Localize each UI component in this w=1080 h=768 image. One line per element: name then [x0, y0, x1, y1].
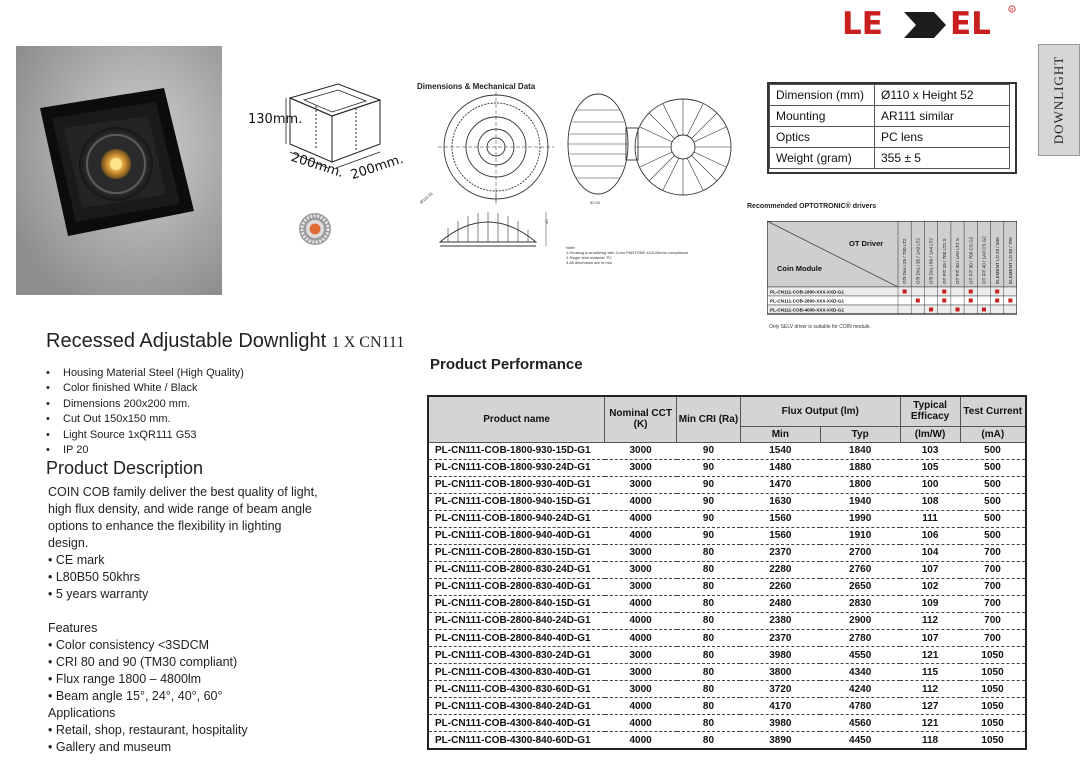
svg-text:40: 40 — [544, 219, 549, 224]
spec-row — [770, 106, 1010, 127]
cct-cell: 3000 — [605, 544, 677, 561]
performance-table — [427, 395, 1027, 750]
table-row — [428, 698, 1026, 715]
efficacy-cell: 105 — [900, 459, 960, 476]
feature-bullet: • Housing Material Steel (High Quality) — [46, 366, 244, 381]
driver-column-label: OTi DALI 50 / 1A4 LT2 — [928, 238, 934, 284]
product-name-cell: PL-CN111-COB-4300-840-40D-G1 — [428, 715, 605, 732]
current-cell: 500 — [960, 442, 1026, 459]
flux-min-cell: 2480 — [740, 595, 820, 612]
efficacy-cell: 118 — [900, 732, 960, 749]
driver-compatible-mark — [995, 299, 999, 303]
flux-typ-cell: 1990 — [820, 510, 900, 527]
spec-table — [769, 84, 1010, 169]
product-name-cell: PL-CN111-COB-2800-840-24D-G1 — [428, 612, 605, 629]
driver-row-name: PL-CN111-COB-2800-XXX-XXD-G1 — [770, 298, 845, 304]
cct-cell: 4000 — [605, 732, 677, 749]
product-name-cell: PL-CN111-COB-1800-930-40D-G1 — [428, 476, 605, 493]
flux-min-cell: 3800 — [740, 664, 820, 681]
efficacy-cell: 111 — [900, 510, 960, 527]
cct-cell: 3000 — [605, 561, 677, 578]
product-photo — [16, 46, 222, 295]
product-description-text: COIN COB family deliver the best quality of light, high flux density, and wide range of beam angle options to enhance the flexibility in lighting design. — [48, 485, 318, 550]
svg-text:52.00: 52.00 — [590, 200, 601, 205]
flux-min-cell: 2260 — [740, 578, 820, 595]
driver-compatible-mark — [969, 299, 973, 303]
product-description — [48, 484, 318, 756]
flux-typ-cell: 2700 — [820, 544, 900, 561]
coin-module-thumbnail — [298, 212, 332, 246]
current-cell: 700 — [960, 561, 1026, 578]
driver-compatible-mark — [956, 308, 960, 312]
feature-bullet: • Cut Out 150x150 mm. — [46, 412, 244, 427]
cri-cell: 80 — [677, 732, 741, 749]
category-tab-label: DOWNLIGHT — [1051, 55, 1066, 145]
header-current-unit: (mA) — [960, 426, 1026, 442]
driver-compatible-mark — [995, 290, 999, 294]
current-cell: 1050 — [960, 664, 1026, 681]
feature-item: • Flux range 1800 – 4800lm — [48, 671, 318, 688]
efficacy-cell: 100 — [900, 476, 960, 493]
applications-heading: Applications — [48, 706, 116, 720]
product-name-cell: PL-CN111-COB-1800-930-15D-G1 — [428, 442, 605, 459]
table-row — [428, 544, 1026, 561]
flux-min-cell: 2380 — [740, 612, 820, 629]
product-title-main: Recessed Adjustable Downlight — [46, 330, 332, 352]
cct-cell: 3000 — [605, 442, 677, 459]
current-cell: 1050 — [960, 698, 1026, 715]
feature-item: • CRI 80 and 90 (TM30 compliant) — [48, 654, 318, 671]
mechanical-data-title: Dimensions & Mechanical Data — [417, 82, 536, 91]
svg-text:R: R — [1010, 7, 1014, 12]
header-flux-min: Min — [740, 426, 820, 442]
current-cell: 1050 — [960, 715, 1026, 732]
product-name-cell: PL-CN111-COB-4300-840-24D-G1 — [428, 698, 605, 715]
application-item: • Retail, shop, restaurant, hospitality — [48, 722, 318, 739]
table-row — [428, 578, 1026, 595]
efficacy-cell: 121 — [900, 715, 960, 732]
flux-min-cell: 1560 — [740, 527, 820, 544]
cct-cell: 3000 — [605, 664, 677, 681]
current-cell: 700 — [960, 578, 1026, 595]
spec-key: Mounting — [770, 106, 875, 127]
cri-cell: 80 — [677, 630, 741, 647]
description-point: • 5 years warranty — [48, 586, 318, 603]
flux-typ-cell: 2650 — [820, 578, 900, 595]
driver-compatible-mark — [903, 290, 907, 294]
flux-min-cell: 1560 — [740, 510, 820, 527]
flux-typ-cell: 1910 — [820, 527, 900, 544]
cri-cell: 80 — [677, 715, 741, 732]
flux-min-cell: 3890 — [740, 732, 820, 749]
table-row — [428, 510, 1026, 527]
svg-text:EL: EL — [950, 6, 991, 40]
driver-corner-bottom: Coin Module — [777, 264, 822, 273]
efficacy-cell: 102 — [900, 578, 960, 595]
product-name-cell: PL-CN111-COB-4300-830-40D-G1 — [428, 664, 605, 681]
cri-cell: 80 — [677, 647, 741, 664]
table-row — [428, 527, 1026, 544]
driver-compatible-mark — [916, 299, 920, 303]
flux-min-cell: 1630 — [740, 493, 820, 510]
cri-cell: 80 — [677, 612, 741, 629]
cct-cell: 3000 — [605, 578, 677, 595]
category-tab — [1038, 44, 1080, 156]
applications-list — [48, 722, 318, 756]
cri-cell: 80 — [677, 595, 741, 612]
flux-min-cell: 2280 — [740, 561, 820, 578]
flux-min-cell: 3980 — [740, 715, 820, 732]
flux-typ-cell: 2900 — [820, 612, 900, 629]
table-row — [428, 476, 1026, 493]
feature-bullet: • Color finished White / Black — [46, 381, 244, 396]
flux-typ-cell: 1840 — [820, 442, 900, 459]
feature-item: • Color consistency <3SDCM — [48, 637, 318, 654]
product-name-cell: PL-CN111-COB-2800-840-15D-G1 — [428, 595, 605, 612]
table-row — [428, 442, 1026, 459]
cct-cell: 4000 — [605, 630, 677, 647]
flux-typ-cell: 4560 — [820, 715, 900, 732]
description-points — [48, 552, 318, 603]
efficacy-cell: 107 — [900, 630, 960, 647]
features-heading: Features — [48, 621, 98, 635]
product-name-cell: PL-CN111-COB-1800-940-15D-G1 — [428, 493, 605, 510]
header-flux: Flux Output (lm) — [740, 396, 900, 426]
efficacy-cell: 107 — [900, 561, 960, 578]
cct-cell: 3000 — [605, 476, 677, 493]
spec-value: Ø110 x Height 52 — [875, 85, 1010, 106]
table-row — [428, 612, 1026, 629]
mechanical-note: Note: 1.Housing is anodizing with Color PANTONE 442U/Items compliance 2.Single lens material: PC 3.All dimension are in mm — [566, 245, 689, 265]
features-list — [48, 637, 318, 705]
cct-cell: 4000 — [605, 612, 677, 629]
flux-min-cell: 1480 — [740, 459, 820, 476]
driver-header-bg — [767, 221, 1017, 287]
table-row — [428, 664, 1026, 681]
brand-logo-icon — [842, 4, 1022, 40]
driver-column-label: OTi DALI 35 / 1A0 LT2 — [915, 238, 921, 284]
flux-typ-cell: 2780 — [820, 630, 900, 647]
flux-min-cell: 1470 — [740, 476, 820, 493]
spec-key: Dimension (mm) — [770, 85, 875, 106]
cri-cell: 90 — [677, 510, 741, 527]
table-row — [428, 630, 1026, 647]
efficacy-cell: 108 — [900, 493, 960, 510]
driver-compatible-mark — [982, 308, 986, 312]
product-name-cell: PL-CN111-COB-1800-940-40D-G1 — [428, 527, 605, 544]
flux-min-cell: 2370 — [740, 630, 820, 647]
product-name-cell: PL-CN111-COB-4300-840-60D-G1 — [428, 732, 605, 749]
product-name-cell: PL-CN111-COB-1800-940-24D-G1 — [428, 510, 605, 527]
feature-item: • Beam angle 15°, 24°, 40°, 60° — [48, 688, 318, 705]
cri-cell: 90 — [677, 442, 741, 459]
product-name-cell: PL-CN111-COB-2800-830-15D-G1 — [428, 544, 605, 561]
current-cell: 1050 — [960, 647, 1026, 664]
brand-logo — [842, 4, 1022, 40]
cri-cell: 80 — [677, 578, 741, 595]
driver-column-label: OT FIT 40 / 1A0 CS G2 — [981, 236, 987, 284]
cri-cell: 80 — [677, 664, 741, 681]
flux-typ-cell: 1800 — [820, 476, 900, 493]
header-efficacy-unit: (lm/W) — [900, 426, 960, 442]
efficacy-cell: 112 — [900, 612, 960, 629]
current-cell: 500 — [960, 510, 1026, 527]
table-row — [428, 681, 1026, 698]
product-name-cell: PL-CN111-COB-4300-830-60D-G1 — [428, 681, 605, 698]
efficacy-cell: 106 — [900, 527, 960, 544]
spec-row — [770, 127, 1010, 148]
table-row — [428, 715, 1026, 732]
efficacy-cell: 115 — [900, 664, 960, 681]
efficacy-cell: 112 — [900, 681, 960, 698]
driver-compatible-mark — [969, 290, 973, 294]
current-cell: 500 — [960, 527, 1026, 544]
header-current: Test Current — [960, 396, 1026, 426]
flux-typ-cell: 1940 — [820, 493, 900, 510]
flux-min-cell: 3720 — [740, 681, 820, 698]
flux-min-cell: 1540 — [740, 442, 820, 459]
spec-key: Optics — [770, 127, 875, 148]
flux-min-cell: 3980 — [740, 647, 820, 664]
driver-compatibility-table — [767, 221, 1017, 318]
feature-bullet: • Dimensions 200x200 mm. — [46, 397, 244, 412]
driver-corner-top: OT Driver — [849, 239, 884, 248]
spec-row — [770, 85, 1010, 106]
cri-cell: 80 — [677, 681, 741, 698]
cct-cell: 3000 — [605, 681, 677, 698]
cct-cell: 4000 — [605, 698, 677, 715]
product-name-cell: PL-CN111-COB-2800-840-40D-G1 — [428, 630, 605, 647]
product-description-heading: Product Description — [46, 458, 204, 478]
current-cell: 700 — [960, 630, 1026, 647]
cct-cell: 4000 — [605, 595, 677, 612]
cri-cell: 90 — [677, 527, 741, 544]
current-cell: 500 — [960, 493, 1026, 510]
driver-compatible-mark — [929, 308, 933, 312]
spec-key: Weight (gram) — [770, 148, 875, 169]
product-name-cell: PL-CN111-COB-2800-830-24D-G1 — [428, 561, 605, 578]
feature-bullet: • IP 20 — [46, 443, 244, 458]
efficacy-cell: 104 — [900, 544, 960, 561]
product-title-model: 1 X CN111 — [331, 334, 405, 351]
spec-value: AR111 similar — [875, 106, 1010, 127]
cri-cell: 90 — [677, 476, 741, 493]
application-item: • Gallery and museum — [48, 739, 318, 756]
width-dimension-label-right: 200mm. — [349, 151, 406, 184]
cct-cell: 4000 — [605, 510, 677, 527]
product-name-cell: PL-CN111-COB-4300-830-24D-G1 — [428, 647, 605, 664]
cri-cell: 80 — [677, 544, 741, 561]
driver-column-label: ELEMENT LD 30 / 700 — [1007, 237, 1013, 284]
table-row — [428, 493, 1026, 510]
feature-bullets — [46, 366, 244, 458]
product-name-cell: PL-CN111-COB-2800-830-40D-G1 — [428, 578, 605, 595]
driver-table-title: Recommended OPTOTRONIC® drivers — [747, 203, 877, 210]
cct-cell: 4000 — [605, 493, 677, 510]
efficacy-cell: 109 — [900, 595, 960, 612]
cct-cell: 4000 — [605, 527, 677, 544]
svg-text:Ø110.00: Ø110.00 — [418, 191, 434, 205]
width-dimension-label-left: 200mm. — [289, 149, 346, 182]
driver-column-label: OTi DALI 25 / 700 LT2 — [902, 238, 908, 284]
efficacy-cell: 127 — [900, 698, 960, 715]
spec-value: PC lens — [875, 127, 1010, 148]
header-product-name: Product name — [428, 396, 605, 442]
table-row — [428, 459, 1026, 476]
product-title — [46, 330, 404, 353]
header-flux-typ: Typ — [820, 426, 900, 442]
header-efficacy: Typical Efficacy — [900, 396, 960, 426]
flux-min-cell: 4170 — [740, 698, 820, 715]
cct-cell: 4000 — [605, 715, 677, 732]
driver-column-label: ELEMENT LD 20 / 500 — [994, 237, 1000, 284]
driver-column-label: OT FIT 25 / 700 LT2 S — [941, 238, 947, 284]
spec-row — [770, 148, 1010, 169]
driver-compatible-mark — [1008, 299, 1012, 303]
flux-min-cell: 2370 — [740, 544, 820, 561]
cri-cell: 90 — [677, 493, 741, 510]
table-row — [428, 595, 1026, 612]
header-cri: Min CRI (Ra) — [677, 396, 741, 442]
flux-typ-cell: 4780 — [820, 698, 900, 715]
current-cell: 1050 — [960, 732, 1026, 749]
driver-row-name: PL-CN111-COB-4000-XXX-XXD-G1 — [770, 307, 845, 313]
driver-compatible-mark — [942, 290, 946, 294]
mechanical-drawing — [418, 92, 733, 267]
current-cell: 500 — [960, 476, 1026, 493]
feature-bullet: • Light Source 1xQR111 G53 — [46, 428, 244, 443]
current-cell: 700 — [960, 612, 1026, 629]
flux-typ-cell: 2830 — [820, 595, 900, 612]
cri-cell: 80 — [677, 698, 741, 715]
efficacy-cell: 121 — [900, 647, 960, 664]
driver-compatible-mark — [942, 299, 946, 303]
driver-row-name: PL-CN111-COB-1800-XXX-XXD-G1 — [770, 289, 845, 295]
current-cell: 1050 — [960, 681, 1026, 698]
cri-cell: 90 — [677, 459, 741, 476]
flux-typ-cell: 4450 — [820, 732, 900, 749]
cri-cell: 80 — [677, 561, 741, 578]
description-point: • CE mark — [48, 552, 318, 569]
spec-value: 355 ± 5 — [875, 148, 1010, 169]
efficacy-cell: 103 — [900, 442, 960, 459]
driver-note: Only SELV driver is suitable for COIN module. — [769, 324, 871, 330]
table-row — [428, 561, 1026, 578]
flux-typ-cell: 4550 — [820, 647, 900, 664]
current-cell: 700 — [960, 544, 1026, 561]
driver-column-label: OT FIT 30 / 700 CS G2 — [968, 236, 974, 284]
current-cell: 500 — [960, 459, 1026, 476]
table-row — [428, 647, 1026, 664]
cct-cell: 3000 — [605, 647, 677, 664]
driver-column-label: OT FIT 40 / 1A0 LT2 S — [955, 238, 961, 284]
cct-cell: 3000 — [605, 459, 677, 476]
svg-text:LE: LE — [842, 6, 883, 40]
flux-typ-cell: 4340 — [820, 664, 900, 681]
current-cell: 700 — [960, 595, 1026, 612]
height-dimension-label: 130mm. — [248, 112, 303, 127]
table-row — [428, 732, 1026, 749]
flux-typ-cell: 2760 — [820, 561, 900, 578]
product-name-cell: PL-CN111-COB-1800-930-24D-G1 — [428, 459, 605, 476]
flux-typ-cell: 1880 — [820, 459, 900, 476]
header-cct: Nominal CCT (K) — [605, 396, 677, 442]
flux-typ-cell: 4240 — [820, 681, 900, 698]
description-point: • L80B50 50khrs — [48, 569, 318, 586]
performance-heading: Product Performance — [430, 356, 583, 373]
